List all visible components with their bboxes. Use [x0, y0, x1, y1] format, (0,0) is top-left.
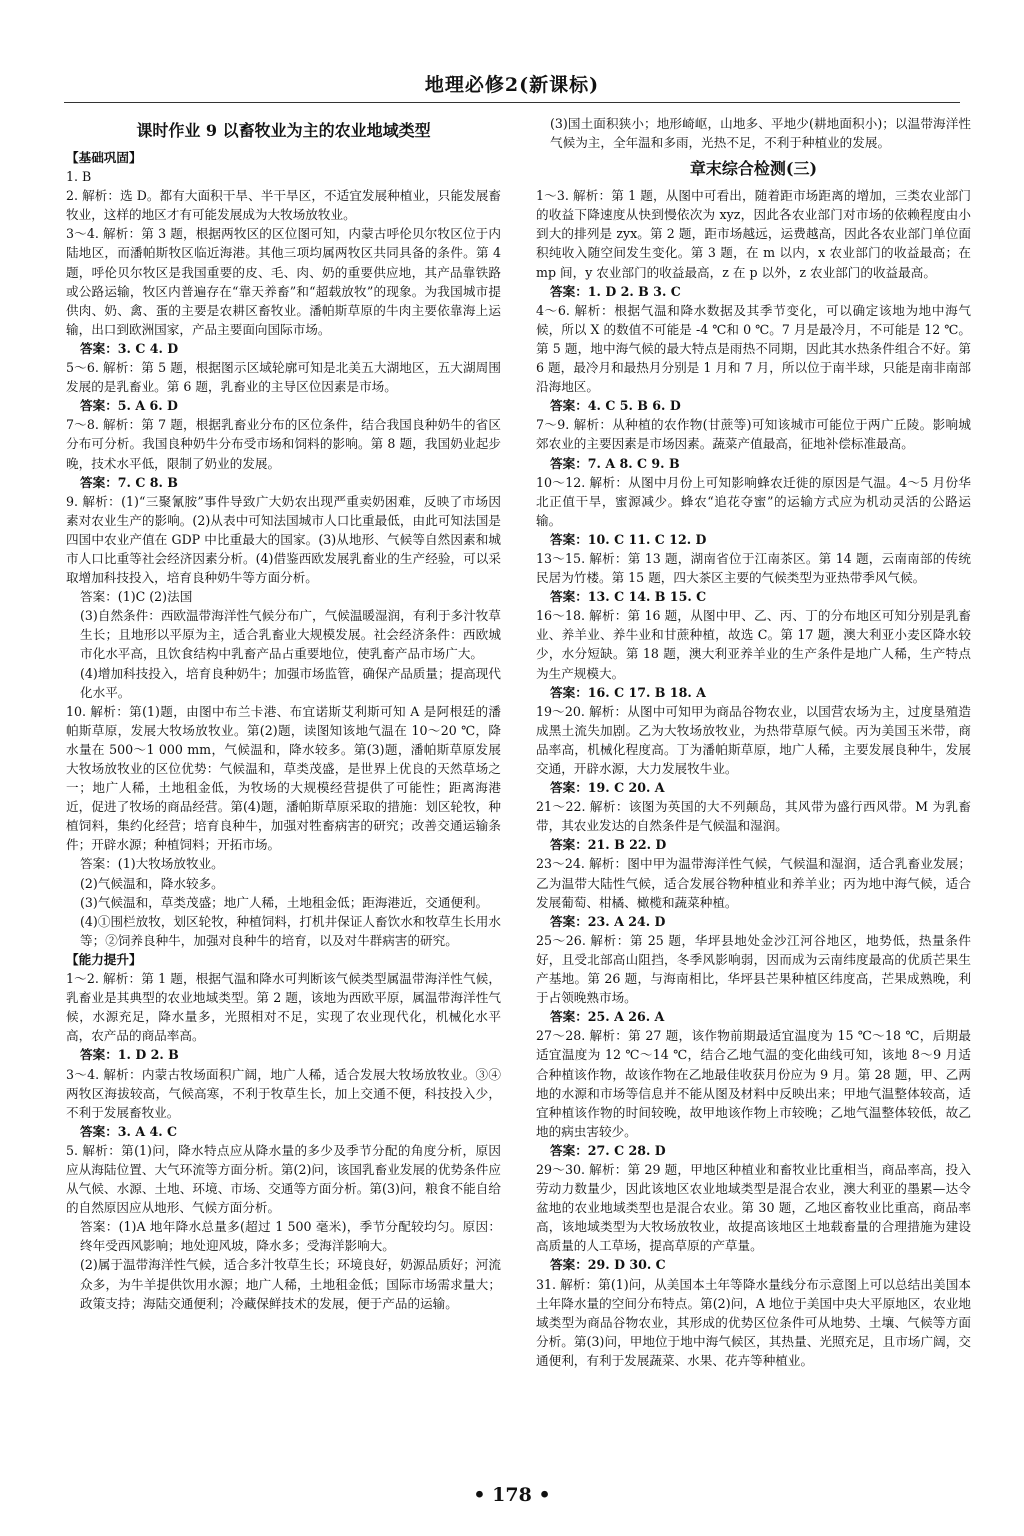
answer-key: 答案：1. D 2. B 3. C — [550, 283, 681, 299]
answer-key: 答案：16. C 17. B 18. A — [550, 684, 706, 700]
answer-key: 答案：23. A 24. D — [550, 913, 666, 929]
answer-text: (4)①围栏放牧，划区轮牧，种植饲料，打机井保证人畜饮水和牧草生长用水等；②饲养良种牛，加强对良种牛的培育，以及对牛群病害的研究。 — [80, 913, 501, 948]
answer-text: (2)气候温和，降水较多。 — [80, 875, 224, 891]
answer-item: 1～2. 解析：第 1 题，根据气温和降水可判断该气候类型属温带海洋性气候，乳畜业是其典型的农业地域类型。第 2 题，该地为西欧平原，属温带海洋性气候，水源充足，降水量多，光照相对不足，实现了农业现代化，机械化水平高，农产品的商品率高。 — [66, 971, 501, 1044]
answer-item: 23～24. 解析：图中甲为温带海洋性气候，气候温和湿润，适合乳畜业发展；乙为温带大陆性气候，适合发展谷物种植业和养羊业；丙为地中海气候，适合发展葡萄、柑橘、橄榄和蔬菜种植。 — [536, 856, 971, 910]
answer-key: 答案：10. C 11. C 12. D — [550, 531, 707, 547]
answer-key: 答案：25. A 26. A — [550, 1009, 665, 1025]
answer-key: 答案：3. A 4. C — [80, 1123, 178, 1139]
answer-key: 答案：7. C 8. B — [80, 474, 178, 490]
answer-item: 1～3. 解析：第 1 题，从图中可看出，随着距市场距离的增加，三类农业部门的收益下降速度从快到慢依次为 xyz，因此各农业部门对市场的依赖程度由小到大的排列是 zyx。第 2 题，距市场越远，运费越高，因此各农业部门单位面积纯收入随空间发生变化。第 3 题，在 m 以内，x 农业部门的收益最高；在 mp 间，y 农业部门的收益最高，z 在 p 以外，z 农业部门的收益最高。 — [536, 188, 971, 280]
running-header: 地理必修2(新课标) — [424, 74, 600, 96]
answer-item: 4～6. 解析：根据气温和降水数据及其季节变化，可以确定该地为地中海气候，所以 X 的数值不可能是 -4 ℃和 0 ℃。7 月是最冷月，不可能是 12 ℃。第 5 题，地中海气候的最大特点是雨热不同期，因此其水热条件组合不好。第 6 题，最冷月和最热月分别是 1 月和 7 月，所以位于南半球，只能是南非南部沿海地区。 — [536, 302, 971, 395]
answer-key: 答案：(1)A 地年降水总量多(超过 1 500 毫米)，季节分配较均匀。原因：终年受西风影响；地处迎风坡，降水多；受海洋影响大。 — [80, 1219, 501, 1254]
left-column — [66, 114, 501, 1313]
answer-key: 答案：27. C 28. D — [550, 1142, 666, 1158]
answer-item: 10. 解析：第(1)题，由图中布兰卡港、布宜诺斯艾利斯可知 A 是阿根廷的潘帕斯草原，发展大牧场放牧业。第(2)题，读图知该地气温在 10～20 ℃，降水量在 500～1 000 mm，气候温和，降水较多。第(3)题，潘帕斯草原发展大牧场放牧业的区位优势：气候温和，草类茂盛，是世界上优良的天然草场之一；地广人稀，土地租金低，为牧场的大规模经营提供了可能性；距离海港近，促进了牧场的商品经营。第(4)题，潘帕斯草原采取的措施：划区轮牧，种植饲料，集约化经营；培育良种牛，加强对牲畜病害的研究；改善交通运输条件；开辟水源；种植饲料；开拓市场。 — [66, 703, 501, 853]
answer-key: 答案：4. C 5. B 6. D — [550, 398, 681, 414]
header-divider — [64, 102, 960, 103]
page-number: • 178 • — [473, 1484, 551, 1506]
answer-item: 3～4. 解析：第 3 题，根据两牧区的区位图可知，内蒙古呼伦贝尔牧区位于内陆地区，而潘帕斯牧区临近海港。其他三项均属两牧区共同具备的条件。第 4 题，呼伦贝尔牧区是我国重要的皮、毛、肉、奶的重要供应地，其产品靠铁路或公路运输，牧区内普遍存在“靠天养畜”和“超载放牧”的现象。为我国城市提供肉、奶、禽、蛋的主要是农耕区畜牧业。潘帕斯草原的牛肉主要依靠海上运输，出口到欧洲国家，产品主要面向国际市场。 — [66, 226, 501, 337]
answer-item: 25～26. 解析：第 25 题，华坪县地处金沙江河谷地区，地势低，热量条件好，且受北部高山阻挡，冬季风影响弱，因而成为云南纬度最高的优质芒果生产基地。第 26 题，与海南相比，华坪县芒果种植区纬度高，芒果成熟晚，利于占领晚熟市场。 — [536, 932, 971, 1006]
answer-key: 答案：5. A 6. D — [80, 398, 178, 414]
answer-key: 答案：21. B 22. D — [550, 837, 667, 853]
answer-item: 1. B — [66, 169, 92, 185]
answer-item: 27～28. 解析：第 27 题，该作物前期最适宜温度为 15 ℃～18 ℃，后期最适宜温度为 12 ℃～14 ℃，结合乙地气温的变化曲线可知，该地 8～9 月适合种植该作物，故该作物在乙地最佳收获月份应为 9 月。第 28 题，甲、乙两地的水源和市场等信息并不能从图及材料中反映出来；甲地气温整体较高，适宜种植该作物的时间较晚，故甲地该作物上市较晚；乙地气温整体较低，故乙地的病虫害较少。 — [536, 1028, 971, 1139]
answer-text: (3)自然条件：西欧温带海洋性气候分布广，气候温暖湿润，有利于多汁牧草生长；且地形以平原为主，适合乳畜业大规模发展。社会经济条件：西欧城市化水平高，且饮食结构中乳畜产品占重要地位，使乳畜产品市场广大。 — [80, 608, 501, 662]
answer-key: 答案：1. D 2. B — [80, 1047, 179, 1063]
answer-text: (3)国土面积狭小；地形崎岖，山地多、平地少(耕地面积小)；以温带海洋性气候为主，全年温和多雨，光热不足，不利于种植业的发展。 — [550, 116, 971, 151]
right-column — [536, 114, 971, 1370]
answer-item: 29～30. 解析：第 29 题，甲地区种植业和畜牧业比重相当，商品率高，投入劳动力数量少，因此该地区农业地域类型是混合农业，澳大利亚的墨累—达令盆地的农业地域类型也是混合农业。第 30 题，乙地区畜牧业比重高，商品率高，该地域类型为大牧场放牧业，故提高该地区土地载畜量的合理措施为建设高质量的人工草场，提高草原的产草量。 — [536, 1161, 971, 1254]
section-title-chapter-test: 章末综合检测(三) — [689, 159, 818, 179]
answer-item: 16～18. 解析：第 16 题，从图中甲、乙、丙、丁的分布地区可知分别是乳畜业、养羊业、养牛业和甘蔗种植，故选 C。第 17 题，澳大利亚小麦区降水较少，水分短缺。第 18 题，澳大利亚养羊业的生产条件是地广人稀，生产特点为生产规模大。 — [536, 608, 971, 681]
section-title-homework-9: 课时作业 9 以畜牧业为主的农业地域类型 — [136, 121, 431, 140]
answer-item: 2. 解析：选 D。都有大面积干旱、半干旱区，不适宜发展种植业，只能发展畜牧业，这样的地区才有可能发展成为大牧场放牧业。 — [66, 188, 501, 223]
answer-item: 10～12. 解析：从图中月份上可知影响蜂农迁徙的原因是气温。4～5 月份华北正值干旱，蜜源减少。蜂农“追花夺蜜”的运输方式应为机动灵活的公路运输。 — [536, 474, 971, 528]
subheading-basic: 【基础巩固】 — [66, 150, 142, 165]
answer-key: 答案：3. C 4. D — [80, 340, 179, 356]
answer-key: 答案：29. D 30. C — [550, 1257, 666, 1273]
answer-item: 7～8. 解析：第 7 题，根据乳畜业分布的区位条件，结合我国良种奶牛的省区分布可分析。我国良种奶牛分布受市场和饲料的影响。第 8 题，我国奶业起步晚，技术水平低，限制了奶业的发展。 — [66, 417, 501, 471]
answer-item: 5. 解析：第(1)问，降水特点应从降水量的多少及季节分配的角度分析，原因应从海陆位置、大气环流等方面分析。第(2)问，该国乳畜业发展的优势条件应从气候、水源、土地、环境、市场、交通等方面分析。第(3)问，粮食不能自给的自然原因应从地形、气候方面分析。 — [66, 1142, 501, 1216]
answer-text: (3)气候温和，草类茂盛；地广人稀，土地租金低；距海港近，交通便利。 — [80, 894, 489, 910]
answer-item: 19～20. 解析：从图中可知甲为商品谷物农业，以国营农场为主，过度垦殖造成黑土流失加剧。乙为大牧场放牧业，为热带草原气候。丙为美国玉米带，商品率高，机械化程度高。丁为潘帕斯草原，地广人稀，主要发展良种牛，发展交通，开辟水源，大力发展牧牛业。 — [536, 703, 971, 776]
answer-item: 3～4. 解析：内蒙古牧场面积广阔，地广人稀，适合发展大牧场放牧业。③④两牧区海拔较高，气候高寒，不利于牧草生长，加上交通不便，科技投入少，不利于发展畜牧业。 — [66, 1066, 501, 1120]
answer-item: 13～15. 解析：第 13 题，湖南省位于江南茶区。第 14 题，云南南部的传统民居为竹楼。第 15 题，四大茶区主要的气候类型为亚热带季风气候。 — [536, 550, 971, 586]
answer-text: (2)属于温带海洋性气候，适合多汁牧草生长；环境良好，奶源品质好；河流众多，为牛羊提供饮用水源；地广人稀，土地租金低；国际市场需求量大；政策支持；海陆交通便利；冷藏保鲜技术的发展，便于产品的运输。 — [80, 1257, 501, 1311]
answer-key: 答案：13. C 14. B 15. C — [550, 589, 707, 605]
answer-item: 9. 解析：(1)“三聚氰胺”事件导致广大奶农出现严重卖奶困难，反映了市场因素对农业生产的影响。(2)从表中可知法国城市人口比重最低，由此可知法国是四国中农业产值在 GDP 中比重最大的国家。(3)从地形、气候等自然因素和城市人口比重等社会经济因素分析。(4)借鉴西欧发展乳畜业的生产经验，可以采取增加科技投入，培育良种奶牛等方面分析。 — [66, 493, 501, 586]
answer-text: (4)增加科技投入，培育良种奶牛；加强市场监管，确保产品质量；提高现代化水平。 — [80, 665, 501, 700]
answer-key: 答案：7. A 8. C 9. B — [550, 455, 680, 471]
subheading-advanced: 【能力提升】 — [66, 951, 142, 967]
answer-key: 答案：(1)大牧场放牧业。 — [80, 856, 224, 872]
answer-item: 31. 解析：第(1)问，从美国本土年等降水量线分布示意图上可以总结出美国本土年降水量的空间分布特点。第(2)问，A 地位于美国中央大平原地区，农业地域类型为商品谷物农业，其形成的优势区位条件可从地势、土壤、气候等方面分析。第(3)问，甲地位于地中海气候区，其热量、光照充足，且市场广阔，交通便利，有利于发展蔬菜、水果、花卉等种植业。 — [536, 1276, 971, 1368]
answer-item: 5～6. 解析：第 5 题，根据图示区域轮廓可知是北美五大湖地区，五大湖周围发展的是乳畜业。第 6 题，乳畜业的主导区位因素是市场。 — [66, 360, 501, 395]
answer-key: 答案：19. C 20. A — [550, 780, 665, 796]
answer-item: 21～22. 解析：该图为英国的大不列颠岛，其风带为盛行西风带。M 为乳畜带，其农业发达的自然条件是气候温和湿润。 — [536, 799, 971, 834]
answer-key: 答案：(1)C (2)法国 — [80, 589, 193, 605]
answer-item: 7～9. 解析：从种植的农作物(甘蔗等)可知该城市可能位于两广丘陵。影响城郊农业的主要因素是市场因素。蔬菜产值最高，征地补偿标准最高。 — [536, 417, 971, 452]
